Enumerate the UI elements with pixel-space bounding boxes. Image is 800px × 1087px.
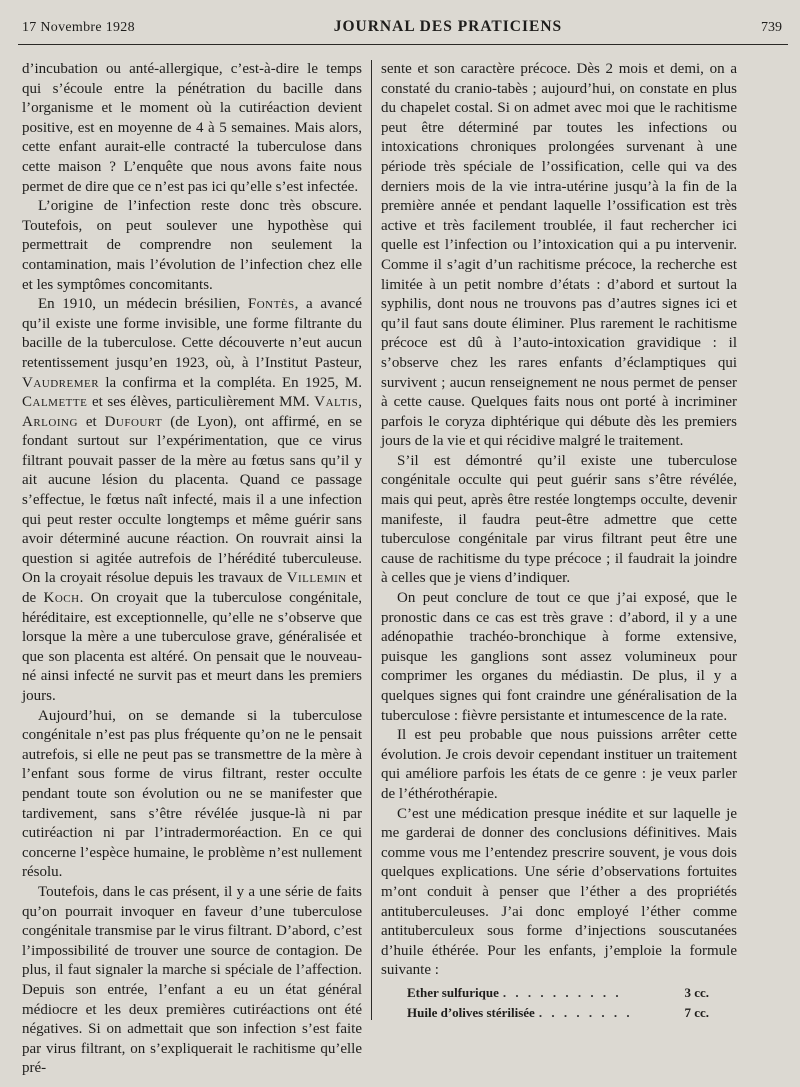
paragraph: L’origine de l’infection reste donc très obscure. Toutefois, on peut soulever une hypothèse qui permettrait de comprendre non seulement la contamination, mais l’évolution de l’infection chez elle et les symptômes concomitants. (22, 198, 362, 293)
text-run: , a avancé qu’il existe une forme invisible, une forme filtrante du bacille de la tuberculose. Cette découverte n’eut aucun retentissement jusqu’en 1923, où, à l’Institut Pasteur, (22, 296, 362, 371)
author-name: Vaudremer (22, 374, 100, 391)
paragraph: Aujourd’hui, on se demande si la tuberculose congénitale n’est pas plus fréquente qu’on ne le pensait autrefois, si elle ne peut pas se transmettre de la mère à l’enfant sous forme de virus filtrant, rester occulte pendant toute son évolution ou ne se manifester que tardivement, sans s’être révélée jusque-là ni par cutiréaction ni par l’intradermoréaction. En ce qui concerne l’espèce humaine, le problème n’est nullement résolu. (22, 707, 362, 881)
text-run: la confirma et la compléta. En 1925, M. (99, 374, 362, 391)
paragraph: d’incubation ou anté-allergique, c’est-à-dire le temps qui s’écoule entre la pénétration du bacille dans l’organisme et le moment où la cutiréaction devient positive, est en moyenne de 4 à 5 semaines. Mais alors, cette enfant aurait-elle contracté la tuberculose dans cette maison ? L’enquête que nous avons faite nous permet de dire que ce n’est pas ici qu’elle s’est infectée. (22, 61, 362, 195)
paragraph: On peut conclure de tout ce que j’ai exposé, que le pronostic dans ce cas est très grave : d’abord, il y a une adénopathie trachéo-bronchique à forme extensive, puisque les ganglions sont assez volumineux pour comprimer les organes du médiastin. De plus, il y a quelques signes qui font craindre une généralisation de la tuberculose : fièvre persistante et intumescence de la rate. (381, 590, 737, 724)
journal-title: JOURNAL DES PRATICIENS (333, 18, 563, 35)
page-header (22, 18, 782, 44)
paragraph (22, 295, 362, 706)
issue-date: 17 Novembre 1928 (22, 20, 135, 35)
formula-row (381, 983, 737, 1003)
page-number: 739 (761, 20, 782, 35)
paragraph: C’est une médication presque inédite et sur laquelle je me garderai de donner des conclusions définitives. Mais comme vous me l’entendez prescrire souvent, je vous dois quelques explications. Une série d’observations fortuites m’ont conduit à penser que l’éther a des propriétés antituberculeuses. J’ai donc employé l’éther comme antituberculeux sous forme d’injections souscutanées d’huile éthérée. Pour les enfants, j’emploie la formule suivante : (381, 805, 737, 979)
ingredient-name: Huile d’olives stérilisée (407, 1004, 535, 1020)
text-run: En 1910, un médecin brésilien, (38, 296, 248, 313)
leader-dots: . . . . . . . . . . (502, 984, 622, 1000)
author-name: Fontès (247, 296, 295, 313)
column-divider (371, 60, 372, 1020)
ingredient-quantity: 7 cc. (684, 1004, 709, 1020)
paragraph: Toutefois, dans le cas présent, il y a une série de faits qu’on pourrait invoquer en faveur d’une tuberculose congénitale transmise par le virus filtrant. D’abord, c’est l’impossibilité de trouver une source de contagion. De plus, il faut signaler la marche si spéciale de l’affection. Depuis son entrée, l’enfant a eu un état général médiocre et les deux premières cutiréactions ont été négatives. Si on admettait que son infection s’est faite par virus filtrant, on s’expliquerait le rachitisme qu’elle pré- (22, 883, 362, 1077)
text-run: et de (22, 570, 362, 607)
author-name: Koch (43, 590, 80, 607)
header-rule (18, 44, 788, 45)
text-run: et ses élèves, particulièrement MM. (87, 394, 315, 411)
text-run: . On croyait que la tuberculose congénitale, héréditaire, est exceptionnelle, qu’elle ne s’observe que lorsque la mère a une tuberculose grave, généralisée et que son placenta est altéré. On pensait que le nouveau-né ainsi infecté ne survit pas et meurt dans les premiers jours. (22, 590, 362, 704)
author-name: Villemin (286, 570, 347, 587)
author-name: Valtis (314, 394, 359, 411)
ingredient-name: Ether sulfurique (407, 984, 499, 1000)
paragraph: sente et son caractère précoce. Dès 2 mois et demi, on a constaté du cranio-tabès ; aujourd’hui, on constate en plus du chapelet costal. Si on admet avec moi que le rachitisme peut être déterminé par toutes les infections ou intoxications chroniques prolongées survenant à une période très spéciale de l’ossification, celle qui va des derniers mois de la vie intra-utérine jusqu’à la fin de la première année et pendant laquelle l’ossification est très active et très facilement troublée, il faut rechercher ici quelle est l’infection ou l’intoxication qui a pu intervenir. Comme il s’agit d’un rachitisme précoce, la recherche est limitée à un petit nombre d’états : d’abord et surtout la syphilis, dont nous ne trouvons pas d’autres signes ici et qu’il faut sans doute éliminer. Plus rarement le rachitisme précoce est dû à l’auto-intoxication gravidique : il s’observe chez les rares enfants d’éclamptiques qui survivent ; aucun renseignement ne nous permet de penser à cette cause. Quelques faits nous ont porté à incriminer parfois le coryza diphtérique qui débute dès les premiers jours de la vie et qui récidive malgré le traitement. (381, 61, 737, 450)
author-name: Calmette (22, 394, 88, 411)
paragraph: Il est peu probable que nous puissions arrêter cette évolution. Je crois devoir cependant instituer un traitement qui améliore parfois les états de ce genre : je veux parler de l’éthérothérapie. (381, 727, 737, 802)
right-column (381, 60, 737, 1023)
author-name: Dufourt (104, 413, 163, 430)
text-run: , (358, 394, 362, 411)
text-run: et (77, 413, 105, 430)
ingredient-quantity: 3 cc. (684, 984, 709, 1000)
paragraph: S’il est démontré qu’il existe une tuberculose congénitale occulte qui peut guérir sans s’être révélée, mais qui peut, après être restée longtemps occulte, devenir manifeste, il faudra peut-être admettre que cette tuberculose congénitale par virus filtrant peut être une cause de rachitisme du type précoce ; il faudrait la joindre à celles que je viens d’indiquer. (381, 452, 737, 587)
author-name: Arloing (22, 413, 78, 430)
leader-dots: . . . . . . . . (538, 1004, 633, 1020)
left-column (22, 60, 362, 1079)
formula-row (381, 1003, 737, 1023)
formula (381, 983, 737, 1023)
text-run: (de Lyon), ont affirmé, en se fondant surtout sur l’expérimentation, que ce virus filtrant pouvait passer de la mère au fœtus sans qu’il y ait aucune lésion du placenta. Quand ce passage s’effectue, le fœtus naît infecté, mais il a une infection qui peut rester occulte longtemps et même guérir sans avoir déterminé aucune réaction. On rouvrait ainsi la question si agitée autrefois de l’hérédité tuberculeuse. On la croyait résolue depuis les travaux de (22, 413, 362, 587)
